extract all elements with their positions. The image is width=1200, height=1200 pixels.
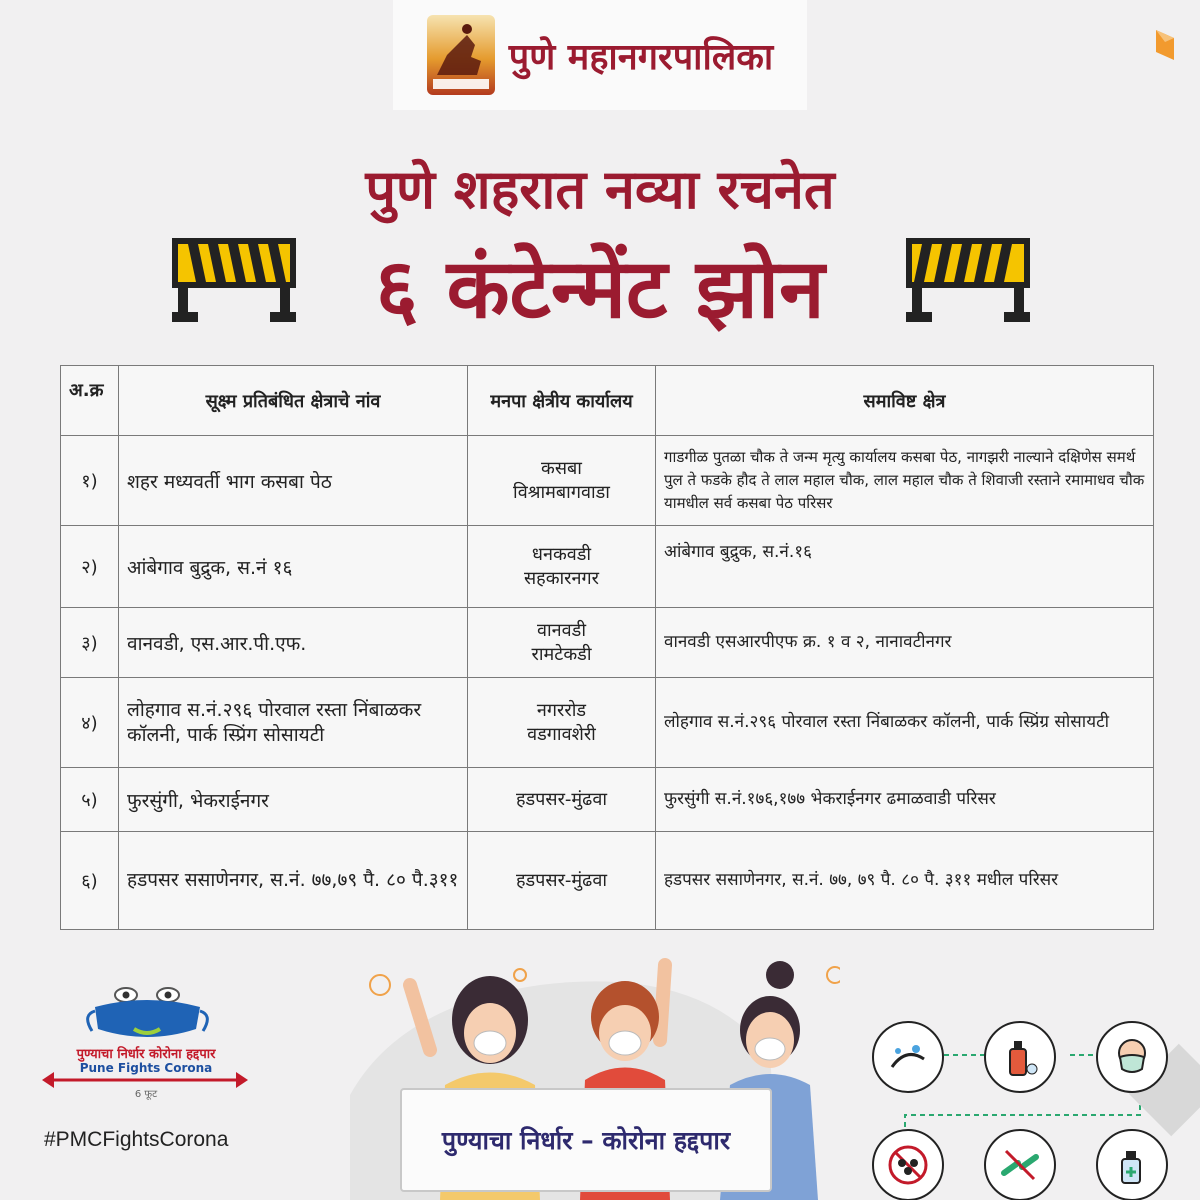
road-barrier-icon bbox=[906, 232, 1030, 328]
included-area: वानवडी एसआरपीएफ क्र. १ व २, नानावटीनगर bbox=[656, 608, 1154, 678]
row-number: १) bbox=[61, 436, 119, 526]
avoid-crowd-icon bbox=[872, 1129, 944, 1200]
ward-office bbox=[468, 608, 656, 678]
ward-office-line: धनकवडी bbox=[531, 544, 592, 566]
title-line-1: पुणे शहरात नव्या रचनेत bbox=[365, 158, 835, 221]
included-area: गाडगीळ पुतळा चौक ते जन्म मृत्यु कार्यालय कसबा पेठ, नागझरी नाल्याने दक्षिणेस समर्थ पुल ते फडके हौद ते लाल महाल चौक, लाल महाल चौक ते शिवाजी रस्ताने रमामाधव चौक यामधील सर्व कसबा पेठ परिसर bbox=[656, 436, 1154, 526]
zone-name: लोहगाव स.नं.२९६ पोरवाल रस्ता निंबाळकर कॉलनी, पार्क स्प्रिंग सोसायटी bbox=[119, 678, 468, 768]
title-line-2: ६ कंटेन्मेंट झोन bbox=[375, 242, 825, 337]
zone-name: वानवडी, एस.आर.पी.एफ. bbox=[119, 608, 468, 678]
ward-office-line: सहकारनगर bbox=[523, 567, 600, 589]
ward-office bbox=[468, 436, 656, 526]
disinfectant-spray-icon bbox=[1096, 1129, 1168, 1200]
row-number: २) bbox=[61, 526, 119, 608]
zone-name: शहर मध्यवर्ती भाग कसबा पेठ bbox=[119, 436, 468, 526]
containment-zones-table bbox=[60, 365, 1154, 930]
table-header-row bbox=[61, 366, 1154, 436]
column-header: सूक्ष्म प्रतिबंधित क्षेत्राचे नांव bbox=[119, 366, 468, 436]
zone-name: हडपसर ससाणेनगर, स.नं. ७७,७९ पै. ८० पै.३११ bbox=[119, 832, 468, 930]
table-row bbox=[61, 768, 1154, 832]
zone-name: आंबेगाव बुद्रुक, स.नं १६ bbox=[119, 526, 468, 608]
row-number: ३) bbox=[61, 608, 119, 678]
no-handshake-icon bbox=[984, 1129, 1056, 1200]
included-area: हडपसर ससाणेनगर, स.नं. ७७, ७९ पै. ८० पै. ३११ मधील परिसर bbox=[656, 832, 1154, 930]
ward-office-line: हडपसर-मुंढवा bbox=[515, 869, 607, 891]
row-number: ४) bbox=[61, 678, 119, 768]
ward-office-line: रामटेकडी bbox=[531, 643, 592, 665]
ward-office-line: नगररोड bbox=[536, 700, 587, 722]
row-number: ६) bbox=[61, 832, 119, 930]
included-area: लोहगाव स.नं.२९६ पोरवाल रस्ता निंबाळकर कॉलनी, पार्क स्प्रिंग्र सोसायटी bbox=[656, 678, 1154, 768]
ward-office-line: वडगावशेरी bbox=[527, 723, 596, 745]
included-area: आंबेगाव बुद्रुक, स.नं.१६ bbox=[656, 526, 1154, 608]
ward-office-line: हडपसर-मुंढवा bbox=[515, 788, 607, 810]
column-header: मनपा क्षेत्रीय कार्यालय bbox=[468, 366, 656, 436]
column-header: अ.क्र bbox=[61, 366, 119, 436]
face-mask-icon bbox=[1096, 1021, 1168, 1093]
sanitizer-icon bbox=[984, 1021, 1056, 1093]
brand-mark-icon bbox=[1154, 28, 1176, 66]
slogan-banner: पुण्याचा निर्धार – कोरोना हद्दपार bbox=[400, 1088, 772, 1192]
column-header: समाविष्ट क्षेत्र bbox=[656, 366, 1154, 436]
campaign-title-marathi: पुण्याचा निर्धार कोरोना हद्दपार bbox=[76, 1047, 216, 1062]
org-name: पुणे महानगरपालिका bbox=[508, 36, 774, 78]
handwash-icon bbox=[872, 1021, 944, 1093]
ward-office bbox=[468, 678, 656, 768]
included-area: फुरसुंगी स.नं.१७६,१७७ भेकराईनगर ढमाळवाडी परिसर bbox=[656, 768, 1154, 832]
pmc-emblem-icon bbox=[427, 15, 495, 95]
table-row bbox=[61, 526, 1154, 608]
ward-office bbox=[468, 526, 656, 608]
table-row bbox=[61, 678, 1154, 768]
distance-label: 6 फूट bbox=[134, 1089, 158, 1100]
zone-name: फुरसुंगी, भेकराईनगर bbox=[119, 768, 468, 832]
ward-office-line: कसबा bbox=[541, 458, 582, 480]
ward-office-line: वानवडी bbox=[537, 620, 586, 642]
hashtag: #PMCFightsCorona bbox=[44, 1128, 229, 1151]
campaign-title-english: Pune Fights Corona bbox=[79, 1061, 213, 1075]
road-barrier-icon bbox=[172, 232, 296, 328]
table-row bbox=[61, 608, 1154, 678]
header bbox=[393, 0, 807, 110]
ward-office bbox=[468, 832, 656, 930]
ward-office-line: विश्रामबागवाडा bbox=[513, 481, 610, 503]
ward-office bbox=[468, 768, 656, 832]
table-row bbox=[61, 436, 1154, 526]
row-number: ५) bbox=[61, 768, 119, 832]
table-row bbox=[61, 832, 1154, 930]
